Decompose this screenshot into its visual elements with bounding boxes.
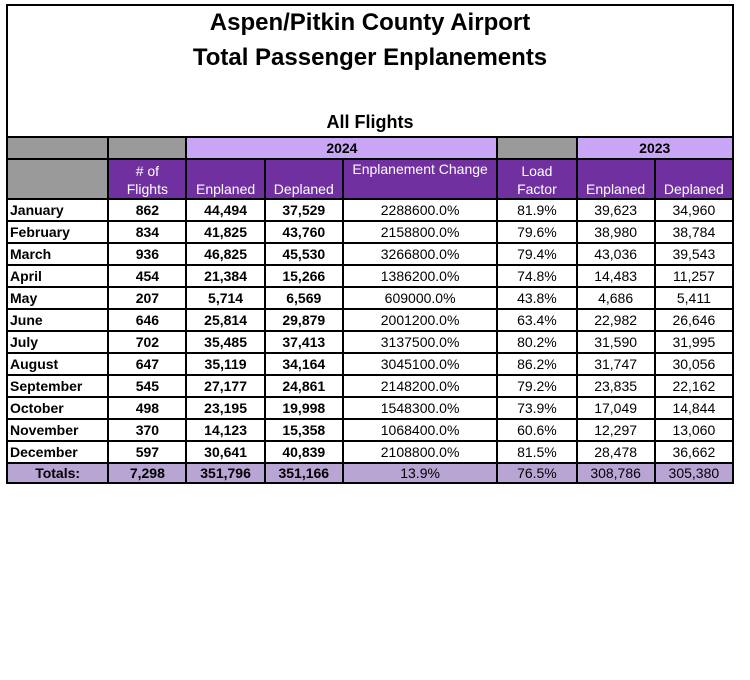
deplaned-prev-cell: 26,646 (655, 309, 733, 331)
month-cell: March (7, 243, 108, 265)
change-cell: 3137500.0% (343, 331, 497, 353)
enplaned-cell: 5,714 (186, 287, 264, 309)
month-cell: July (7, 331, 108, 353)
deplaned-cell: 37,413 (265, 331, 343, 353)
change-cell: 1068400.0% (343, 419, 497, 441)
deplaned-header: Deplaned (265, 159, 343, 199)
deplaned-cell: 15,266 (265, 265, 343, 287)
enplaned-prev-cell: 39,623 (577, 199, 655, 221)
column-header-row (7, 159, 733, 199)
deplaned-cell: 19,998 (265, 397, 343, 419)
totals-label: Totals: (7, 463, 108, 483)
table-row (7, 309, 733, 331)
table-row (7, 243, 733, 265)
year-current-header: 2024 (186, 137, 497, 159)
enplaned-prev-cell: 22,982 (577, 309, 655, 331)
total-deplaned: 351,166 (265, 463, 343, 483)
month-cell: April (7, 265, 108, 287)
load-factor-cell: 81.5% (497, 441, 576, 463)
flights-cell: 498 (108, 397, 186, 419)
total-load-factor: 76.5% (497, 463, 576, 483)
table-row (7, 199, 733, 221)
table-row (7, 397, 733, 419)
deplaned-prev-header: Deplaned (655, 159, 733, 199)
header-blank-cell (7, 159, 108, 199)
enplaned-prev-cell: 17,049 (577, 397, 655, 419)
month-rows (7, 199, 733, 463)
flights-scope-label: All Flights (326, 112, 414, 132)
month-cell: May (7, 287, 108, 309)
flights-cell: 834 (108, 221, 186, 243)
deplaned-prev-cell: 39,543 (655, 243, 733, 265)
month-cell: June (7, 309, 108, 331)
table-row (7, 331, 733, 353)
month-cell: January (7, 199, 108, 221)
enplaned-cell: 14,123 (186, 419, 264, 441)
table-row (7, 353, 733, 375)
load-factor-cell: 86.2% (497, 353, 576, 375)
table-row (7, 375, 733, 397)
table-row (7, 221, 733, 243)
enplaned-cell: 21,384 (186, 265, 264, 287)
header-blank-cell (108, 137, 186, 159)
deplaned-cell: 40,839 (265, 441, 343, 463)
flights-cell: 545 (108, 375, 186, 397)
total-flights: 7,298 (108, 463, 186, 483)
enplaned-cell: 30,641 (186, 441, 264, 463)
change-cell: 3266800.0% (343, 243, 497, 265)
table-row (7, 287, 733, 309)
enplaned-cell: 35,485 (186, 331, 264, 353)
enplaned-prev-cell: 38,980 (577, 221, 655, 243)
enplaned-cell: 41,825 (186, 221, 264, 243)
month-cell: February (7, 221, 108, 243)
change-cell: 2148200.0% (343, 375, 497, 397)
enplaned-prev-cell: 4,686 (577, 287, 655, 309)
change-cell: 609000.0% (343, 287, 497, 309)
enplanements-table (6, 136, 734, 484)
enplaned-prev-header: Enplaned (577, 159, 655, 199)
enplaned-prev-cell: 28,478 (577, 441, 655, 463)
load-factor-cell: 79.2% (497, 375, 576, 397)
enplaned-prev-cell: 31,590 (577, 331, 655, 353)
month-cell: September (7, 375, 108, 397)
month-cell: August (7, 353, 108, 375)
year-header-row (7, 137, 733, 159)
deplaned-cell: 37,529 (265, 199, 343, 221)
deplaned-prev-cell: 22,162 (655, 375, 733, 397)
deplaned-cell: 34,164 (265, 353, 343, 375)
enplaned-cell: 35,119 (186, 353, 264, 375)
enplaned-prev-cell: 12,297 (577, 419, 655, 441)
flights-cell: 597 (108, 441, 186, 463)
load-factor-cell: 81.9% (497, 199, 576, 221)
load-factor-cell: 74.8% (497, 265, 576, 287)
totals-row (7, 463, 733, 483)
change-cell: 1386200.0% (343, 265, 497, 287)
enplaned-cell: 44,494 (186, 199, 264, 221)
change-cell: 2001200.0% (343, 309, 497, 331)
deplaned-prev-cell: 30,056 (655, 353, 733, 375)
flights-cell: 702 (108, 331, 186, 353)
deplaned-prev-cell: 36,662 (655, 441, 733, 463)
load-factor-cell: 79.4% (497, 243, 576, 265)
change-cell: 2288600.0% (343, 199, 497, 221)
flights-cell: 454 (108, 265, 186, 287)
enplaned-prev-cell: 43,036 (577, 243, 655, 265)
load-factor-cell: 80.2% (497, 331, 576, 353)
title-block (6, 4, 734, 136)
table-row (7, 419, 733, 441)
flights-header: # of Flights (108, 159, 186, 199)
enplaned-cell: 23,195 (186, 397, 264, 419)
deplaned-cell: 15,358 (265, 419, 343, 441)
enplanement-change-header: Enplanement Change (343, 159, 497, 199)
deplaned-cell: 24,861 (265, 375, 343, 397)
year-previous-header: 2023 (577, 137, 733, 159)
change-cell: 2158800.0% (343, 221, 497, 243)
load-factor-cell: 63.4% (497, 309, 576, 331)
load-factor-header: Load Factor (497, 159, 576, 199)
header-blank-cell (7, 137, 108, 159)
enplaned-prev-cell: 23,835 (577, 375, 655, 397)
enplaned-cell: 27,177 (186, 375, 264, 397)
load-factor-cell: 79.6% (497, 221, 576, 243)
flights-cell: 370 (108, 419, 186, 441)
total-change: 13.9% (343, 463, 497, 483)
enplaned-prev-cell: 14,483 (577, 265, 655, 287)
enplaned-prev-cell: 31,747 (577, 353, 655, 375)
flights-cell: 647 (108, 353, 186, 375)
table-row (7, 441, 733, 463)
month-cell: December (7, 441, 108, 463)
report-subtitle-main: Total Passenger Enplanements (192, 44, 548, 71)
month-cell: October (7, 397, 108, 419)
deplaned-prev-cell: 34,960 (655, 199, 733, 221)
flights-cell: 862 (108, 199, 186, 221)
load-factor-cell: 73.9% (497, 397, 576, 419)
total-deplaned-prev: 305,380 (655, 463, 733, 483)
deplaned-prev-cell: 14,844 (655, 397, 733, 419)
enplaned-cell: 25,814 (186, 309, 264, 331)
load-factor-cell: 60.6% (497, 419, 576, 441)
deplaned-cell: 43,760 (265, 221, 343, 243)
deplaned-prev-cell: 11,257 (655, 265, 733, 287)
header-blank-cell (497, 137, 576, 159)
report-sheet (6, 4, 734, 484)
table-row (7, 265, 733, 287)
deplaned-prev-cell: 31,995 (655, 331, 733, 353)
change-cell: 1548300.0% (343, 397, 497, 419)
flights-cell: 207 (108, 287, 186, 309)
deplaned-prev-cell: 13,060 (655, 419, 733, 441)
flights-cell: 646 (108, 309, 186, 331)
month-cell: November (7, 419, 108, 441)
deplaned-cell: 45,530 (265, 243, 343, 265)
deplaned-cell: 29,879 (265, 309, 343, 331)
deplaned-prev-cell: 5,411 (655, 287, 733, 309)
change-cell: 2108800.0% (343, 441, 497, 463)
flights-cell: 936 (108, 243, 186, 265)
enplaned-cell: 46,825 (186, 243, 264, 265)
enplaned-header: Enplaned (186, 159, 264, 199)
deplaned-cell: 6,569 (265, 287, 343, 309)
total-enplaned: 351,796 (186, 463, 264, 483)
deplaned-prev-cell: 38,784 (655, 221, 733, 243)
total-enplaned-prev: 308,786 (577, 463, 655, 483)
change-cell: 3045100.0% (343, 353, 497, 375)
report-title: Aspen/Pitkin County Airport (209, 9, 531, 36)
load-factor-cell: 43.8% (497, 287, 576, 309)
